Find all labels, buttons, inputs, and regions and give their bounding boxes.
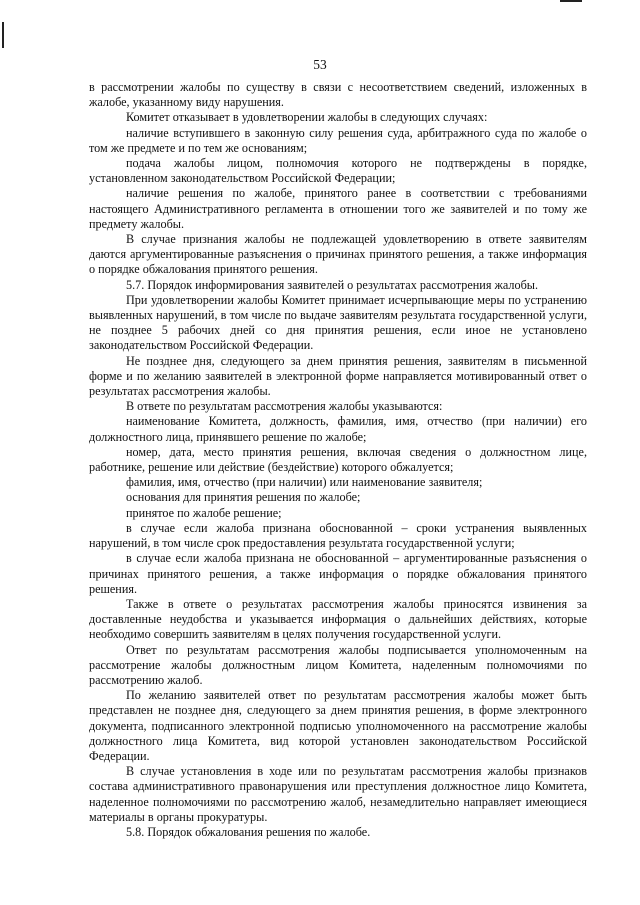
paragraph: основания для принятия решения по жалобе; <box>126 490 361 505</box>
paragraph: наименование Комитета, должность, фамилия, имя, отчество (при наличии) его должностного лица, принявшего решение по жалобе; <box>89 414 587 444</box>
paragraph: в случае если жалоба признана обоснованной – сроки устранения выявленных нарушений, в том числе срок предоставления результата государственной услуги; <box>89 520 587 551</box>
paragraph: в случае если жалоба признана не обоснованной – аргументированные разъяснения о причинах принятого решения, а также информация о порядке обжалования принятого решения. <box>89 551 587 596</box>
paragraph: В случае установления в ходе или по результатам рассмотрения жалобы признаков состава административного правонарушения или преступления должностное лицо Комитета, наделенное полномочиями по рассмотрению жалоб, незамедлительно направляет имеющиеся материалы в органы прокуратуры. <box>89 764 587 824</box>
scan-artifact-left <box>2 22 4 48</box>
paragraph: подача жалобы лицом, полномочия которого не подтверждены в порядке, установленном законодательством Российской Федерации; <box>89 156 587 186</box>
document-body <box>89 80 587 840</box>
paragraph: наличие решения по жалобе, принятого ранее в соответствии с требованиями настоящего Административного регламента в отношении того же заявителей и по тому же предмету жалобы. <box>89 186 587 231</box>
page-number: 53 <box>313 57 327 72</box>
paragraph: В ответе по результатам рассмотрения жалобы указываются: <box>126 399 443 414</box>
paragraph: Также в ответе о результатах рассмотрения жалобы приносятся извинения за доставленные неудобства и указывается информация о дальнейших действиях, которые необходимо совершить заявителям в целях получения государственной услуги. <box>89 596 587 642</box>
paragraph: При удовлетворении жалобы Комитет принимает исчерпывающие меры по устранению выявленных нарушений, в том числе по выдаче заявителям результата государственной услуги, не позднее 5 рабочих дней со дня принятия решения, если иное не установлено законодательством Российской Федерации. <box>89 292 587 353</box>
paragraph: Комитет отказывает в удовлетворении жалобы в следующих случаях: <box>126 110 488 125</box>
paragraph: 5.7. Порядок информирования заявителей о результатах рассмотрения жалобы. <box>126 277 539 292</box>
paragraph: 5.8. Порядок обжалования решения по жалобе. <box>126 824 371 839</box>
paragraph: В случае признания жалобы не подлежащей удовлетворению в ответе заявителям даются аргументированные разъяснения о причинах принятого решения, а также информация о порядке обжалования принятого решения. <box>89 232 587 277</box>
paragraph: Ответ по результатам рассмотрения жалобы подписывается уполномоченным на рассмотрение жалобы должностным лицом Комитета, наделенным полномочиями по рассмотрению жалоб. <box>89 642 587 687</box>
scan-artifact-top <box>560 0 582 2</box>
paragraph: в рассмотрении жалобы по существу в связи с несоответствием сведений, изложенных в жалобе, указанному виду нарушения. <box>89 80 587 110</box>
paragraph: фамилия, имя, отчество (при наличии) или наименование заявителя; <box>126 475 483 490</box>
paragraph: По желанию заявителей ответ по результатам рассмотрения жалобы может быть представлен не позднее дня, следующего за днем принятия решения, в форме электронного документа, подписанного электронной подписью уполномоченного на рассмотрение жалобы должностного лица Комитета, вид которой установлен законодательством Российской Федерации. <box>89 688 587 763</box>
paragraph: Не позднее дня, следующего за днем принятия решения, заявителям в письменной форме и по желанию заявителей в электронной форме направляется мотивированный ответ о результатах рассмотрения жалобы. <box>89 353 587 399</box>
paragraph: принятое по жалобе решение; <box>126 505 282 520</box>
paragraph: наличие вступившего в законную силу решения суда, арбитражного суда по жалобе о том же предмете и по тем же основаниям; <box>89 125 587 155</box>
paragraph: номер, дата, место принятия решения, включая сведения о должностном лице, работнике, решение или действие (бездействие) которого обжалуется; <box>89 444 587 475</box>
